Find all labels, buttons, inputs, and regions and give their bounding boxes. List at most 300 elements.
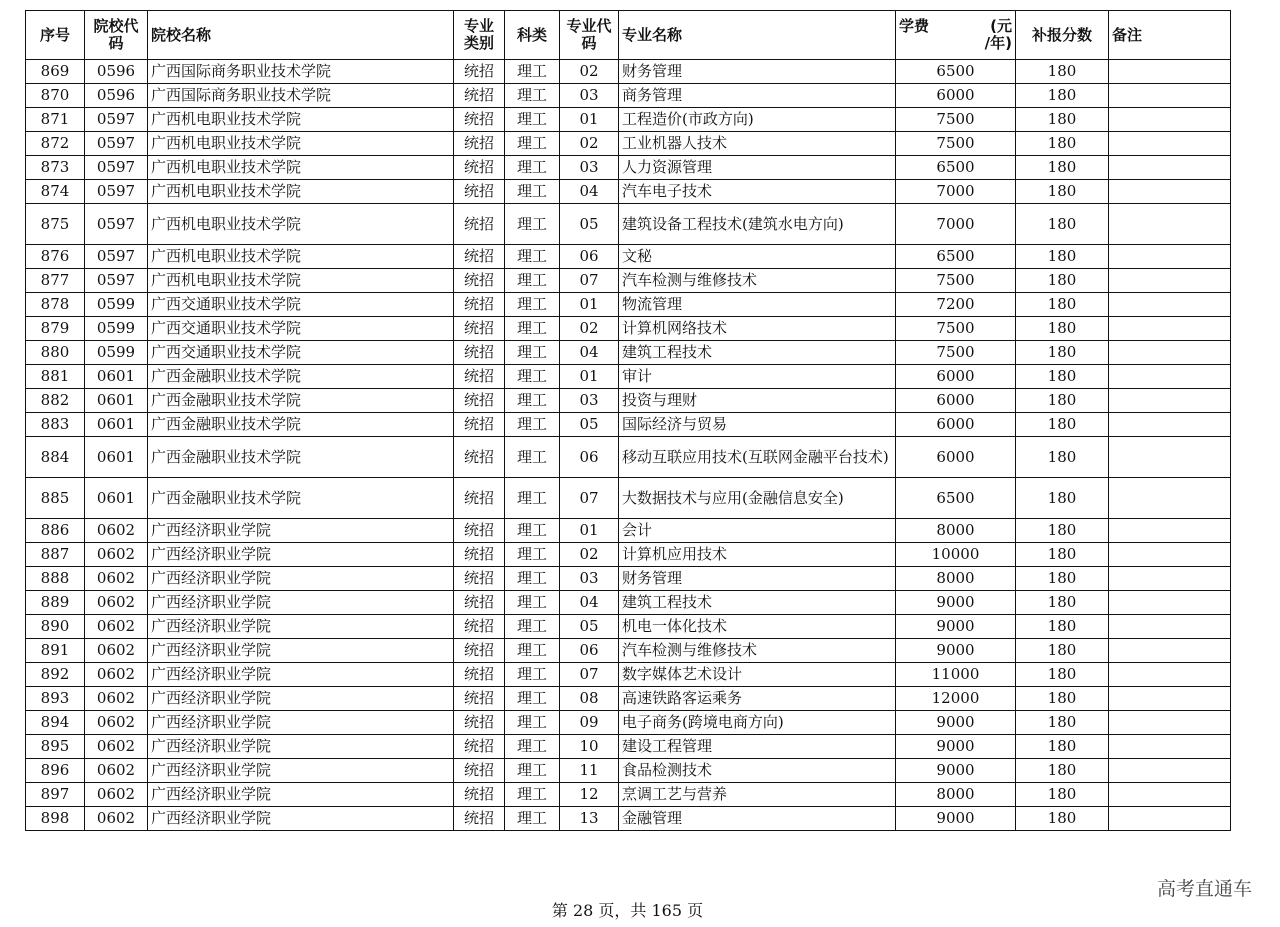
cell-fee: 10000	[896, 543, 1016, 567]
table-row	[26, 687, 1231, 711]
cell-school-code: 0597	[85, 108, 148, 132]
cell-fee: 9000	[896, 615, 1016, 639]
cell-score: 180	[1016, 783, 1109, 807]
cell-fee: 8000	[896, 783, 1016, 807]
cell-major-code: 11	[560, 759, 619, 783]
header-note: 备注	[1109, 11, 1231, 60]
cell-subject: 理工	[505, 180, 560, 204]
cell-school-code: 0601	[85, 365, 148, 389]
cell-fee: 7000	[896, 180, 1016, 204]
watermark-logo: 高考直通车	[1156, 878, 1252, 900]
cell-school-name: 广西交通职业技术学院	[148, 293, 454, 317]
header-fee-unit-a: (元	[990, 17, 1012, 35]
cell-score: 180	[1016, 639, 1109, 663]
cell-score: 180	[1016, 711, 1109, 735]
cell-subject: 理工	[505, 204, 560, 245]
cell-major-name: 汽车检测与维修技术	[619, 269, 896, 293]
cell-school-code: 0599	[85, 317, 148, 341]
cell-school-code: 0601	[85, 478, 148, 519]
cell-seq: 896	[26, 759, 85, 783]
cell-school-name: 广西经济职业学院	[148, 687, 454, 711]
cell-note	[1109, 108, 1231, 132]
cell-school-code: 0602	[85, 615, 148, 639]
table-row	[26, 639, 1231, 663]
cell-note	[1109, 437, 1231, 478]
table-row	[26, 543, 1231, 567]
cell-school-code: 0602	[85, 663, 148, 687]
cell-note	[1109, 204, 1231, 245]
cell-fee: 6500	[896, 156, 1016, 180]
cell-fee: 9000	[896, 591, 1016, 615]
table-row	[26, 269, 1231, 293]
cell-major-name: 电子商务(跨境电商方向)	[619, 711, 896, 735]
table-row	[26, 204, 1231, 245]
cell-subject: 理工	[505, 341, 560, 365]
cell-school-name: 广西经济职业学院	[148, 591, 454, 615]
cell-fee: 9000	[896, 759, 1016, 783]
cell-note	[1109, 735, 1231, 759]
header-major-name: 专业名称	[619, 11, 896, 60]
header-school-code: 院校代码	[85, 11, 148, 60]
cell-school-code: 0602	[85, 567, 148, 591]
cell-major-code: 03	[560, 156, 619, 180]
cell-score: 180	[1016, 591, 1109, 615]
cell-major-name: 计算机应用技术	[619, 543, 896, 567]
table-row	[26, 365, 1231, 389]
header-seq: 序号	[26, 11, 85, 60]
cell-seq: 889	[26, 591, 85, 615]
cell-subject: 理工	[505, 807, 560, 831]
cell-subject: 理工	[505, 293, 560, 317]
cell-major-code: 07	[560, 478, 619, 519]
cell-school-code: 0599	[85, 341, 148, 365]
cell-seq: 888	[26, 567, 85, 591]
cell-major-type: 统招	[454, 591, 505, 615]
header-major-code: 专业代码	[560, 11, 619, 60]
cell-subject: 理工	[505, 519, 560, 543]
cell-school-code: 0602	[85, 807, 148, 831]
cell-seq: 882	[26, 389, 85, 413]
header-row	[26, 11, 1231, 60]
cell-fee: 9000	[896, 735, 1016, 759]
cell-major-name: 金融管理	[619, 807, 896, 831]
table-row	[26, 759, 1231, 783]
cell-school-name: 广西机电职业技术学院	[148, 269, 454, 293]
cell-seq: 885	[26, 478, 85, 519]
cell-major-type: 统招	[454, 84, 505, 108]
cell-major-code: 03	[560, 389, 619, 413]
table-row	[26, 711, 1231, 735]
cell-major-code: 04	[560, 591, 619, 615]
cell-school-name: 广西金融职业技术学院	[148, 389, 454, 413]
cell-major-code: 02	[560, 60, 619, 84]
cell-score: 180	[1016, 567, 1109, 591]
cell-major-type: 统招	[454, 567, 505, 591]
cell-major-type: 统招	[454, 293, 505, 317]
cell-seq: 872	[26, 132, 85, 156]
cell-school-code: 0597	[85, 204, 148, 245]
cell-major-code: 04	[560, 341, 619, 365]
cell-major-name: 移动互联应用技术(互联网金融平台技术)	[619, 437, 896, 478]
cell-major-code: 02	[560, 317, 619, 341]
cell-major-type: 统招	[454, 108, 505, 132]
table-row	[26, 132, 1231, 156]
cell-score: 180	[1016, 317, 1109, 341]
cell-fee: 8000	[896, 567, 1016, 591]
table-row	[26, 389, 1231, 413]
cell-score: 180	[1016, 413, 1109, 437]
cell-school-code: 0596	[85, 60, 148, 84]
cell-major-code: 05	[560, 615, 619, 639]
cell-major-name: 建筑设备工程技术(建筑水电方向)	[619, 204, 896, 245]
cell-major-type: 统招	[454, 132, 505, 156]
cell-seq: 893	[26, 687, 85, 711]
cell-seq: 879	[26, 317, 85, 341]
cell-note	[1109, 132, 1231, 156]
cell-subject: 理工	[505, 567, 560, 591]
cell-subject: 理工	[505, 478, 560, 519]
cell-score: 180	[1016, 156, 1109, 180]
cell-seq: 890	[26, 615, 85, 639]
cell-school-name: 广西经济职业学院	[148, 783, 454, 807]
cell-subject: 理工	[505, 687, 560, 711]
cell-school-name: 广西机电职业技术学院	[148, 108, 454, 132]
cell-school-name: 广西经济职业学院	[148, 519, 454, 543]
cell-major-name: 汽车检测与维修技术	[619, 639, 896, 663]
cell-major-code: 12	[560, 783, 619, 807]
cell-subject: 理工	[505, 663, 560, 687]
cell-major-name: 机电一体化技术	[619, 615, 896, 639]
cell-major-name: 计算机网络技术	[619, 317, 896, 341]
header-fee-label: 学费	[899, 17, 930, 35]
cell-subject: 理工	[505, 413, 560, 437]
cell-score: 180	[1016, 735, 1109, 759]
cell-major-code: 05	[560, 204, 619, 245]
cell-subject: 理工	[505, 269, 560, 293]
cell-major-name: 物流管理	[619, 293, 896, 317]
cell-major-code: 02	[560, 132, 619, 156]
cell-major-code: 08	[560, 687, 619, 711]
table-row	[26, 60, 1231, 84]
table-row	[26, 108, 1231, 132]
cell-fee: 7200	[896, 293, 1016, 317]
cell-major-type: 统招	[454, 317, 505, 341]
cell-score: 180	[1016, 389, 1109, 413]
cell-major-name: 数字媒体艺术设计	[619, 663, 896, 687]
table-row	[26, 567, 1231, 591]
cell-subject: 理工	[505, 711, 560, 735]
cell-subject: 理工	[505, 389, 560, 413]
cell-major-type: 统招	[454, 759, 505, 783]
cell-seq: 874	[26, 180, 85, 204]
cell-school-name: 广西国际商务职业技术学院	[148, 60, 454, 84]
page-footer: 第 28 页，共 165 页	[551, 901, 704, 920]
cell-major-type: 统招	[454, 413, 505, 437]
cell-major-type: 统招	[454, 245, 505, 269]
cell-school-name: 广西经济职业学院	[148, 759, 454, 783]
cell-score: 180	[1016, 807, 1109, 831]
cell-subject: 理工	[505, 437, 560, 478]
cell-school-code: 0601	[85, 389, 148, 413]
cell-fee: 9000	[896, 639, 1016, 663]
cell-major-code: 04	[560, 180, 619, 204]
cell-school-name: 广西经济职业学院	[148, 735, 454, 759]
cell-school-name: 广西交通职业技术学院	[148, 341, 454, 365]
cell-major-name: 汽车电子技术	[619, 180, 896, 204]
cell-major-type: 统招	[454, 365, 505, 389]
cell-seq: 870	[26, 84, 85, 108]
cell-major-code: 07	[560, 663, 619, 687]
cell-school-code: 0602	[85, 591, 148, 615]
cell-score: 180	[1016, 615, 1109, 639]
cell-school-name: 广西经济职业学院	[148, 639, 454, 663]
cell-fee: 8000	[896, 519, 1016, 543]
cell-school-name: 广西经济职业学院	[148, 711, 454, 735]
cell-note	[1109, 156, 1231, 180]
cell-score: 180	[1016, 60, 1109, 84]
table-row	[26, 156, 1231, 180]
table-row	[26, 591, 1231, 615]
cell-fee: 7500	[896, 341, 1016, 365]
cell-school-name: 广西机电职业技术学院	[148, 245, 454, 269]
cell-major-name: 投资与理财	[619, 389, 896, 413]
cell-major-name: 工程造价(市政方向)	[619, 108, 896, 132]
cell-seq: 887	[26, 543, 85, 567]
cell-note	[1109, 84, 1231, 108]
cell-fee: 6500	[896, 60, 1016, 84]
cell-school-code: 0602	[85, 687, 148, 711]
table-row	[26, 341, 1231, 365]
cell-seq: 892	[26, 663, 85, 687]
cell-major-type: 统招	[454, 341, 505, 365]
cell-major-code: 07	[560, 269, 619, 293]
cell-school-code: 0597	[85, 245, 148, 269]
cell-note	[1109, 567, 1231, 591]
cell-major-type: 统招	[454, 639, 505, 663]
cell-major-name: 国际经济与贸易	[619, 413, 896, 437]
cell-score: 180	[1016, 478, 1109, 519]
cell-major-type: 统招	[454, 478, 505, 519]
header-fee	[896, 11, 1016, 60]
cell-school-name: 广西金融职业技术学院	[148, 478, 454, 519]
cell-fee: 11000	[896, 663, 1016, 687]
cell-seq: 869	[26, 60, 85, 84]
cell-school-code: 0602	[85, 519, 148, 543]
table-row	[26, 615, 1231, 639]
cell-major-type: 统招	[454, 269, 505, 293]
cell-score: 180	[1016, 269, 1109, 293]
cell-note	[1109, 317, 1231, 341]
cell-note	[1109, 180, 1231, 204]
cell-note	[1109, 687, 1231, 711]
cell-school-name: 广西机电职业技术学院	[148, 180, 454, 204]
cell-seq: 877	[26, 269, 85, 293]
cell-fee: 6000	[896, 389, 1016, 413]
cell-fee: 6000	[896, 365, 1016, 389]
cell-score: 180	[1016, 687, 1109, 711]
cell-subject: 理工	[505, 543, 560, 567]
cell-subject: 理工	[505, 615, 560, 639]
table-row	[26, 807, 1231, 831]
table-row	[26, 245, 1231, 269]
cell-school-name: 广西机电职业技术学院	[148, 156, 454, 180]
cell-note	[1109, 783, 1231, 807]
table-row	[26, 293, 1231, 317]
cell-major-type: 统招	[454, 807, 505, 831]
cell-seq: 871	[26, 108, 85, 132]
cell-school-code: 0602	[85, 783, 148, 807]
cell-major-name: 会计	[619, 519, 896, 543]
cell-score: 180	[1016, 204, 1109, 245]
table-row	[26, 519, 1231, 543]
cell-school-code: 0597	[85, 180, 148, 204]
cell-score: 180	[1016, 108, 1109, 132]
cell-note	[1109, 60, 1231, 84]
cell-seq: 897	[26, 783, 85, 807]
cell-fee: 9000	[896, 807, 1016, 831]
cell-fee: 7500	[896, 132, 1016, 156]
cell-major-name: 财务管理	[619, 60, 896, 84]
cell-major-name: 烹调工艺与营养	[619, 783, 896, 807]
cell-major-code: 09	[560, 711, 619, 735]
cell-major-code: 01	[560, 108, 619, 132]
cell-seq: 895	[26, 735, 85, 759]
cell-fee: 9000	[896, 711, 1016, 735]
cell-fee: 6500	[896, 245, 1016, 269]
cell-school-name: 广西机电职业技术学院	[148, 132, 454, 156]
cell-score: 180	[1016, 519, 1109, 543]
cell-note	[1109, 639, 1231, 663]
cell-subject: 理工	[505, 108, 560, 132]
cell-score: 180	[1016, 365, 1109, 389]
cell-fee: 7500	[896, 108, 1016, 132]
table-row	[26, 317, 1231, 341]
cell-major-name: 食品检测技术	[619, 759, 896, 783]
cell-note	[1109, 543, 1231, 567]
cell-note	[1109, 807, 1231, 831]
cell-major-code: 03	[560, 84, 619, 108]
cell-major-name: 文秘	[619, 245, 896, 269]
cell-subject: 理工	[505, 735, 560, 759]
cell-score: 180	[1016, 341, 1109, 365]
cell-major-type: 统招	[454, 180, 505, 204]
cell-note	[1109, 245, 1231, 269]
cell-score: 180	[1016, 437, 1109, 478]
cell-major-code: 02	[560, 543, 619, 567]
cell-fee: 6000	[896, 84, 1016, 108]
cell-school-name: 广西金融职业技术学院	[148, 365, 454, 389]
cell-seq: 873	[26, 156, 85, 180]
cell-score: 180	[1016, 293, 1109, 317]
cell-fee: 7000	[896, 204, 1016, 245]
cell-major-code: 06	[560, 245, 619, 269]
cell-major-code: 01	[560, 519, 619, 543]
cell-fee: 12000	[896, 687, 1016, 711]
cell-major-type: 统招	[454, 543, 505, 567]
cell-subject: 理工	[505, 317, 560, 341]
cell-subject: 理工	[505, 365, 560, 389]
cell-major-type: 统招	[454, 60, 505, 84]
cell-school-name: 广西机电职业技术学院	[148, 204, 454, 245]
cell-score: 180	[1016, 663, 1109, 687]
cell-school-code: 0602	[85, 735, 148, 759]
table-row	[26, 437, 1231, 478]
cell-major-type: 统招	[454, 615, 505, 639]
cell-major-name: 财务管理	[619, 567, 896, 591]
cell-major-type: 统招	[454, 711, 505, 735]
cell-school-code: 0601	[85, 437, 148, 478]
cell-major-code: 06	[560, 437, 619, 478]
cell-note	[1109, 591, 1231, 615]
table-row	[26, 783, 1231, 807]
cell-seq: 881	[26, 365, 85, 389]
cell-school-name: 广西经济职业学院	[148, 663, 454, 687]
cell-school-code: 0602	[85, 759, 148, 783]
cell-major-type: 统招	[454, 437, 505, 478]
table-row	[26, 735, 1231, 759]
cell-school-code: 0599	[85, 293, 148, 317]
cell-note	[1109, 269, 1231, 293]
cell-score: 180	[1016, 180, 1109, 204]
cell-major-name: 建筑工程技术	[619, 341, 896, 365]
cell-seq: 886	[26, 519, 85, 543]
cell-major-name: 大数据技术与应用(金融信息安全)	[619, 478, 896, 519]
cell-seq: 880	[26, 341, 85, 365]
cell-major-type: 统招	[454, 783, 505, 807]
table-row	[26, 84, 1231, 108]
table-row	[26, 413, 1231, 437]
cell-note	[1109, 389, 1231, 413]
cell-note	[1109, 293, 1231, 317]
header-school-name: 院校名称	[148, 11, 454, 60]
cell-score: 180	[1016, 132, 1109, 156]
cell-school-code: 0596	[85, 84, 148, 108]
admissions-table	[25, 10, 1231, 831]
cell-fee: 6000	[896, 413, 1016, 437]
cell-fee: 7500	[896, 269, 1016, 293]
cell-major-name: 工业机器人技术	[619, 132, 896, 156]
cell-note	[1109, 478, 1231, 519]
cell-school-code: 0601	[85, 413, 148, 437]
cell-major-type: 统招	[454, 156, 505, 180]
table-row	[26, 180, 1231, 204]
header-major-type: 专业类别	[454, 11, 505, 60]
cell-school-code: 0602	[85, 639, 148, 663]
cell-school-code: 0597	[85, 156, 148, 180]
cell-school-code: 0597	[85, 269, 148, 293]
cell-major-type: 统招	[454, 204, 505, 245]
cell-school-name: 广西经济职业学院	[148, 567, 454, 591]
cell-seq: 875	[26, 204, 85, 245]
cell-major-type: 统招	[454, 687, 505, 711]
cell-school-name: 广西国际商务职业技术学院	[148, 84, 454, 108]
cell-major-code: 01	[560, 365, 619, 389]
cell-major-type: 统招	[454, 389, 505, 413]
cell-fee: 7500	[896, 317, 1016, 341]
cell-major-name: 商务管理	[619, 84, 896, 108]
cell-major-code: 03	[560, 567, 619, 591]
cell-school-name: 广西经济职业学院	[148, 615, 454, 639]
cell-subject: 理工	[505, 60, 560, 84]
cell-subject: 理工	[505, 132, 560, 156]
cell-note	[1109, 341, 1231, 365]
cell-school-name: 广西经济职业学院	[148, 543, 454, 567]
cell-score: 180	[1016, 245, 1109, 269]
cell-seq: 891	[26, 639, 85, 663]
cell-seq: 898	[26, 807, 85, 831]
cell-major-code: 05	[560, 413, 619, 437]
cell-seq: 876	[26, 245, 85, 269]
